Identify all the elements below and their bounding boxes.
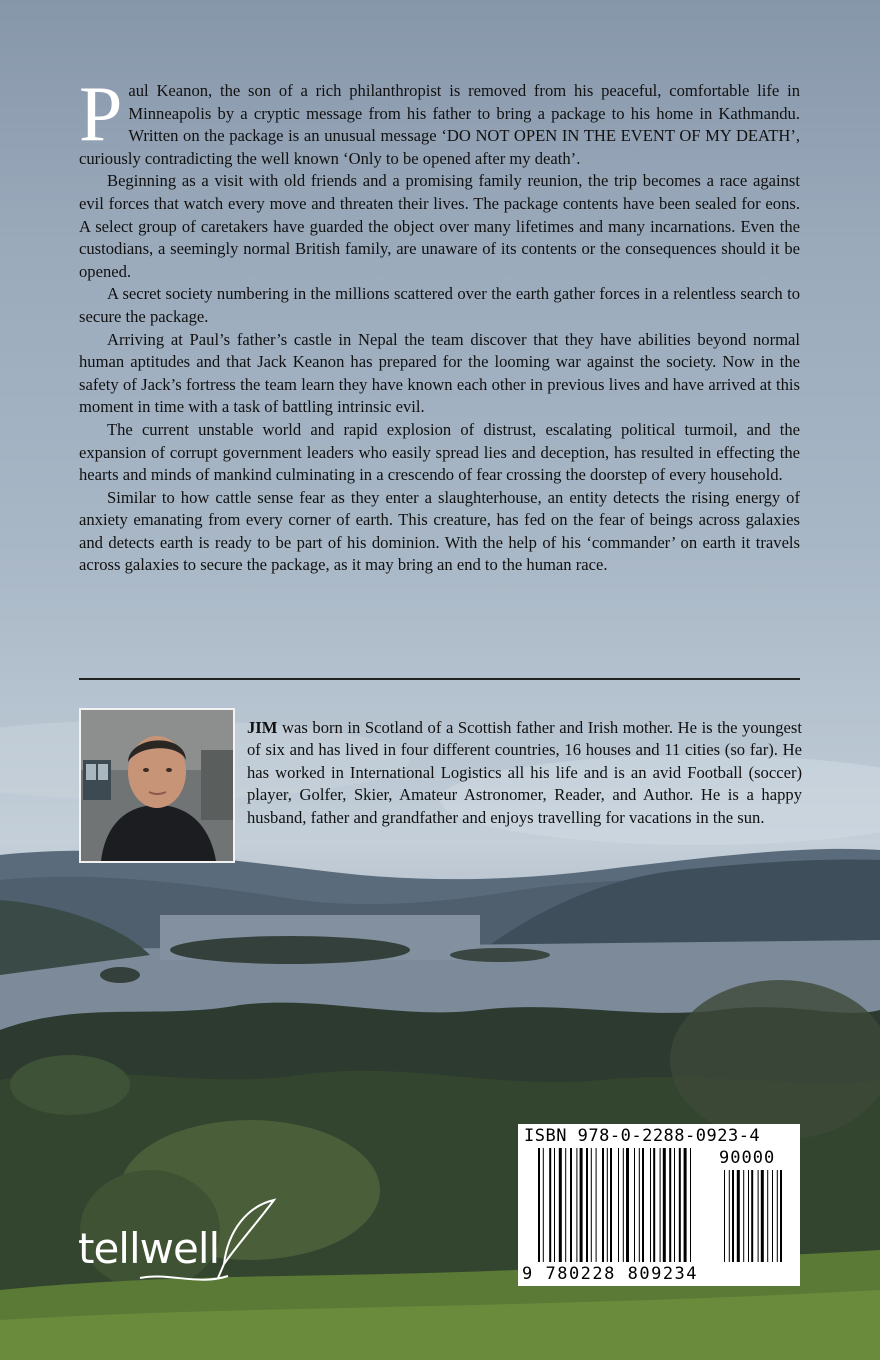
barcode-bar xyxy=(543,1148,544,1262)
barcode-bars xyxy=(518,1124,800,1286)
barcode-bar xyxy=(626,1148,629,1262)
barcode-addon-bar xyxy=(777,1170,778,1262)
author-bio xyxy=(247,717,802,829)
blurb-paragraph-3: A secret society numbering in the millions scattered over the earth gather forces in a relentless search to secure the package. xyxy=(79,284,800,326)
barcode-addon-bar xyxy=(732,1170,734,1262)
blurb-paragraph-6: Similar to how cattle sense fear as they enter a slaughterhouse, an entity detects the rising energy of anxiety emanating from every corner of earth. This creature, has fed on the fear of beings across galaxies and detects earth is ready to be part of his dominion. With the help of his ‘commander’ on earth it travels across galaxies to secure the package, as it may bring an end to the human race. xyxy=(79,487,800,575)
quill-icon xyxy=(78,1194,288,1286)
blurb-paragraph-1 xyxy=(79,70,800,170)
blurb-paragraph-5: The current unstable world and rapid explosion of distrust, escalating political turmoil, and the expansion of corrupt government leaders who easily spread lies and deception, has resulted in effecting the hearts and minds of mankind culminating in a crescendo of fear crossing the doorstep of every household. xyxy=(79,419,800,485)
barcode-addon-bar xyxy=(758,1170,759,1262)
isbn-label: ISBN 978-0-2288-0923-4 xyxy=(524,1126,761,1146)
barcode-addon-bar xyxy=(748,1170,749,1262)
barcode-bar xyxy=(538,1148,540,1262)
barcode-bar xyxy=(639,1148,640,1262)
barcode-addon-bar xyxy=(743,1170,744,1262)
barcode-bar xyxy=(642,1148,644,1262)
publisher-logo xyxy=(78,1194,288,1286)
barcode-addon-bar xyxy=(761,1170,764,1262)
barcode-bar xyxy=(660,1148,661,1262)
barcode-addon-bar xyxy=(772,1170,773,1262)
barcode-bar xyxy=(669,1148,671,1262)
barcode-bar xyxy=(679,1148,681,1262)
barcode-bar xyxy=(634,1148,635,1262)
barcode-bar xyxy=(570,1148,572,1262)
barcode-bar xyxy=(650,1148,651,1262)
barcode-bar xyxy=(549,1148,551,1262)
barcode-bar xyxy=(618,1148,619,1262)
barcode-bar xyxy=(565,1148,566,1262)
back-cover-blurb xyxy=(79,70,800,577)
publisher-logo-text: tellwell xyxy=(78,1224,220,1273)
divider-rule xyxy=(79,678,800,680)
barcode-addon-bar xyxy=(724,1170,725,1262)
barcode-bar xyxy=(610,1148,612,1262)
ean-number: 9 780228 809234 xyxy=(522,1264,699,1284)
barcode-bar xyxy=(653,1148,655,1262)
barcode-bar xyxy=(684,1148,687,1262)
barcode-addon-bar xyxy=(737,1170,740,1262)
barcode-bar xyxy=(596,1148,597,1262)
barcode-bar xyxy=(602,1148,604,1262)
barcode-bar xyxy=(690,1148,691,1262)
barcode-addon-bar xyxy=(751,1170,753,1262)
isbn-barcode xyxy=(518,1124,800,1286)
author-name: JIM xyxy=(247,718,278,737)
barcode-bar xyxy=(591,1148,592,1262)
author-bio-text: was born in Scotland of a Scottish father and Irish mother. He is the youngest of six and has lived in four different countries, 16 houses and 11 cities (so far). He has worked in International Logistics all his life and is an avid Football (soccer) player, Golfer, Skier, Amateur Astronomer, Reader, and Author. He is a happy husband, father and grandfather and enjoys travelling for vacations in the sun. xyxy=(247,718,802,827)
price-addon-number: 90000 xyxy=(719,1148,776,1168)
author-photo xyxy=(79,708,235,863)
barcode-bar xyxy=(580,1148,583,1262)
barcode-addon-bar xyxy=(729,1170,730,1262)
barcode-bar xyxy=(663,1148,666,1262)
barcode-bar xyxy=(586,1148,588,1262)
drop-cap: P xyxy=(79,70,123,157)
barcode-bar xyxy=(559,1148,562,1262)
blurb-paragraph-1-text: aul Keanon, the son of a rich philanthropist is removed from his peaceful, comfortable life in Minneapolis by a cryptic message from his father to bring a package to his home in Kathmandu. Written on the package is an unusual message ‘DO NOT OPEN IN THE EVENT OF MY DEATH’, curiously contradicting the well known ‘Only to be opened after my death’. xyxy=(79,81,800,168)
barcode-bar xyxy=(623,1148,624,1262)
barcode-bar xyxy=(576,1148,577,1262)
blurb-paragraph-4: Arriving at Paul’s father’s castle in Nepal the team discover that they have abilities beyond normal human aptitudes and that Jack Keanon has prepared for the looming war against the society. Now in the safety of Jack’s fortress the team learn they have known each other in previous lives and have arrived at this moment in time with a task of battling intrinsic evil. xyxy=(79,329,800,417)
barcode-addon-bar xyxy=(780,1170,782,1262)
barcode-bar xyxy=(674,1148,675,1262)
barcode-bar xyxy=(554,1148,555,1262)
blurb-paragraph-2: Beginning as a visit with old friends and a promising family reunion, the trip becomes a race against evil forces that watch every move and threaten their lives. The package contents have been sealed for eons. A select group of caretakers have guarded the object over many lifetimes and many incarnations. Even the custodians, a seemingly normal British family, are unaware of its contents or the consequences should it be opened. xyxy=(79,171,800,281)
barcode-addon-bar xyxy=(767,1170,768,1262)
barcode-bar xyxy=(607,1148,608,1262)
